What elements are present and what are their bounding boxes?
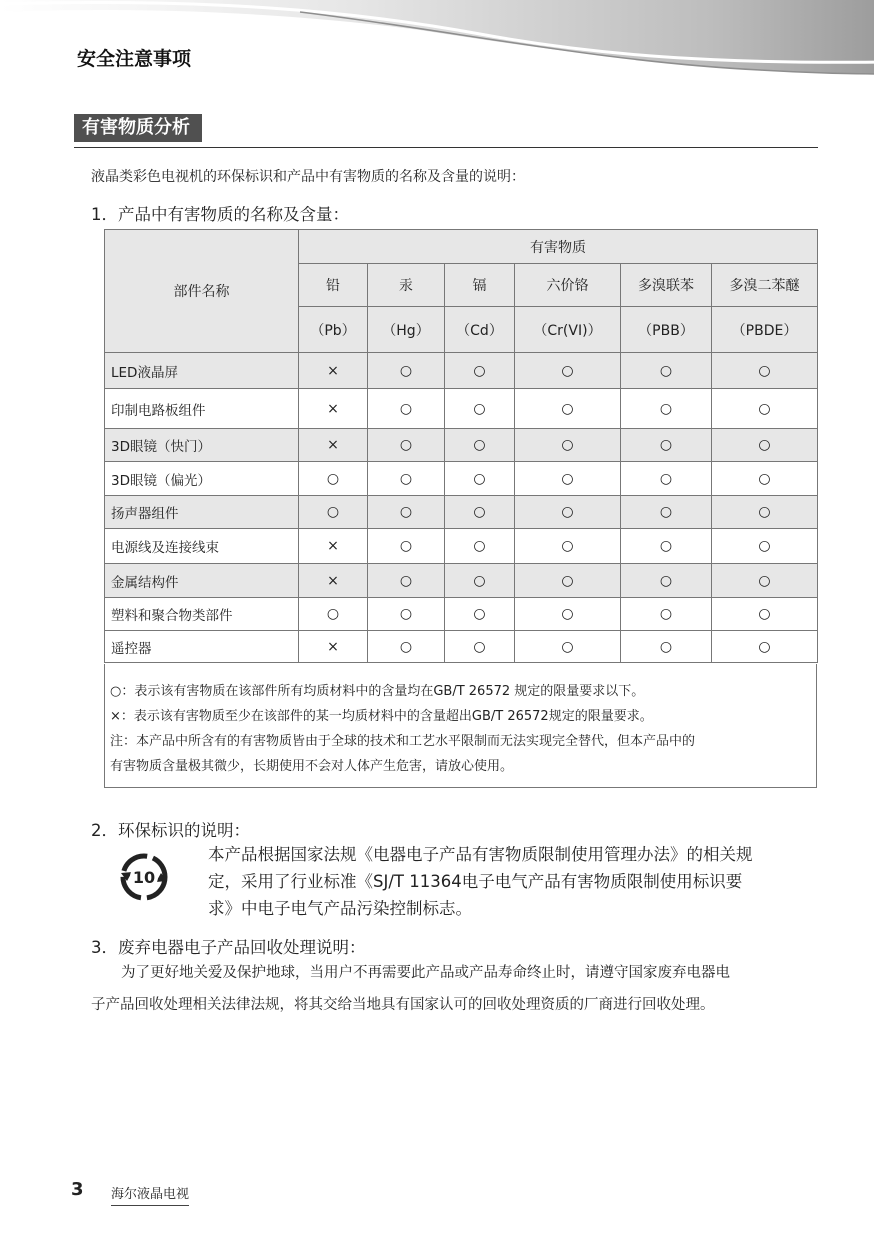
cell: ○	[621, 564, 712, 598]
substance-symbol: （Hg）	[368, 307, 445, 353]
substance-symbol: （Pb）	[299, 307, 368, 353]
hazardous-substances-table	[104, 229, 818, 663]
part-name: 电源线及连接线束	[105, 529, 299, 564]
table-row	[105, 564, 818, 598]
cell: ○	[621, 496, 712, 529]
cell: ○	[712, 353, 818, 389]
cell: ○	[621, 353, 712, 389]
cell: ○	[368, 429, 445, 462]
part-name: 扬声器组件	[105, 496, 299, 529]
cell: ○	[445, 462, 515, 496]
cell: ○	[368, 389, 445, 429]
substances-group-header: 有害物质	[299, 230, 818, 264]
part2-text-line: 定，采用了行业标准《SJ/T 11364电子电气产品有害物质限制使用标识要	[208, 872, 743, 891]
note-line: 注：本产品中所含有的有害物质皆由于全球的技术和工艺水平限制而无法实现完全替代，但本产品中的	[110, 734, 696, 749]
cell: ○	[299, 462, 368, 496]
cell: ×	[299, 389, 368, 429]
section-divider	[74, 147, 818, 148]
part3-heading: 3．废弃电器电子产品回收处理说明：	[91, 938, 366, 957]
table-row	[105, 631, 818, 663]
note-line: ×：表示该有害物质至少在该部件的某一均质材料中的含量超出GB/T 26572规定的限量要求。	[110, 709, 653, 724]
table-row	[105, 353, 818, 389]
cell: ○	[515, 429, 621, 462]
cell: ×	[299, 631, 368, 663]
page-number: 3	[71, 1179, 84, 1200]
substance-symbol: （PBB）	[621, 307, 712, 353]
cell: ○	[445, 429, 515, 462]
cell: ○	[445, 496, 515, 529]
cell: ○	[368, 529, 445, 564]
part2-text-line: 求》中电子电气产品污染控制标志。	[208, 899, 472, 918]
cell: ○	[712, 496, 818, 529]
cell: ○	[368, 496, 445, 529]
cell: ○	[368, 564, 445, 598]
cell: ×	[299, 429, 368, 462]
substance-symbol: （Cd）	[445, 307, 515, 353]
part-name: LED液晶屏	[105, 353, 299, 389]
cell: ○	[621, 462, 712, 496]
cell: ○	[299, 598, 368, 631]
cell: ○	[299, 496, 368, 529]
cell: ×	[299, 529, 368, 564]
cell: ○	[712, 389, 818, 429]
cell: ○	[445, 389, 515, 429]
cell: ○	[445, 598, 515, 631]
cell: ○	[368, 631, 445, 663]
footer-brand: 海尔液晶电视	[111, 1183, 189, 1206]
cell: ○	[515, 389, 621, 429]
table-row	[105, 462, 818, 496]
intro-text: 液晶类彩色电视机的环保标识和产品中有害物质的名称及含量的说明：	[91, 169, 525, 185]
part-name-header: 部件名称	[105, 230, 299, 353]
part-name: 印制电路板组件	[105, 389, 299, 429]
cell: ○	[712, 598, 818, 631]
part-name: 3D眼镜（快门）	[105, 429, 299, 462]
substance-header: 六价铬	[515, 264, 621, 307]
eco-recycling-10-icon	[118, 851, 170, 903]
cell: ○	[621, 389, 712, 429]
table-row	[105, 529, 818, 564]
part-name: 金属结构件	[105, 564, 299, 598]
cell: ×	[299, 564, 368, 598]
note-line: ○：表示该有害物质在该部件所有均质材料中的含量均在GB/T 26572 规定的限量要求以下。	[110, 684, 645, 699]
cell: ×	[299, 353, 368, 389]
cell: ○	[712, 429, 818, 462]
part1-heading: 1．产品中有害物质的名称及含量：	[91, 205, 349, 224]
part3-text-line: 子产品回收处理相关法律法规，将其交给当地具有国家认可的回收处理资质的厂商进行回收处理。	[91, 997, 715, 1013]
cell: ○	[712, 462, 818, 496]
cell: ○	[621, 429, 712, 462]
page-header-title: 安全注意事项	[77, 48, 192, 70]
cell: ○	[515, 631, 621, 663]
cell: ○	[621, 529, 712, 564]
part2-text-line: 本产品根据国家法规《电器电子产品有害物质限制使用管理办法》的相关规	[208, 845, 753, 864]
cell: ○	[712, 564, 818, 598]
cell: ○	[515, 462, 621, 496]
cell: ○	[368, 598, 445, 631]
table-row	[105, 598, 818, 631]
note-line: 有害物质含量极其微少，长期使用不会对人体产生危害，请放心使用。	[110, 759, 514, 774]
part-name: 遥控器	[105, 631, 299, 663]
cell: ○	[621, 631, 712, 663]
part-name: 3D眼镜（偏光）	[105, 462, 299, 496]
cell: ○	[712, 529, 818, 564]
cell: ○	[368, 462, 445, 496]
cell: ○	[445, 529, 515, 564]
table-row	[105, 496, 818, 529]
cell: ○	[621, 598, 712, 631]
cell: ○	[445, 353, 515, 389]
eco-logo-number: 10	[132, 868, 156, 887]
substance-header: 镉	[445, 264, 515, 307]
part3-text-line: 为了更好地关爱及保护地球，当用户不再需要此产品或产品寿命终止时，请遵守国家废弃电器电	[121, 965, 730, 981]
cell: ○	[515, 496, 621, 529]
part2-heading: 2．环保标识的说明：	[91, 821, 250, 840]
cell: ○	[368, 353, 445, 389]
section-title: 有害物质分析	[74, 114, 202, 142]
part-name: 塑料和聚合物类部件	[105, 598, 299, 631]
cell: ○	[515, 529, 621, 564]
table-notes	[104, 664, 817, 788]
substance-symbol: （PBDE）	[712, 307, 818, 353]
cell: ○	[712, 631, 818, 663]
substance-header: 多溴联苯	[621, 264, 712, 307]
cell: ○	[445, 564, 515, 598]
substance-header: 多溴二苯醚	[712, 264, 818, 307]
table-row	[105, 429, 818, 462]
cell: ○	[445, 631, 515, 663]
substance-symbol: （Cr(VI)）	[515, 307, 621, 353]
table-row	[105, 389, 818, 429]
substance-header: 铅	[299, 264, 368, 307]
substance-header: 汞	[368, 264, 445, 307]
cell: ○	[515, 598, 621, 631]
cell: ○	[515, 353, 621, 389]
cell: ○	[515, 564, 621, 598]
